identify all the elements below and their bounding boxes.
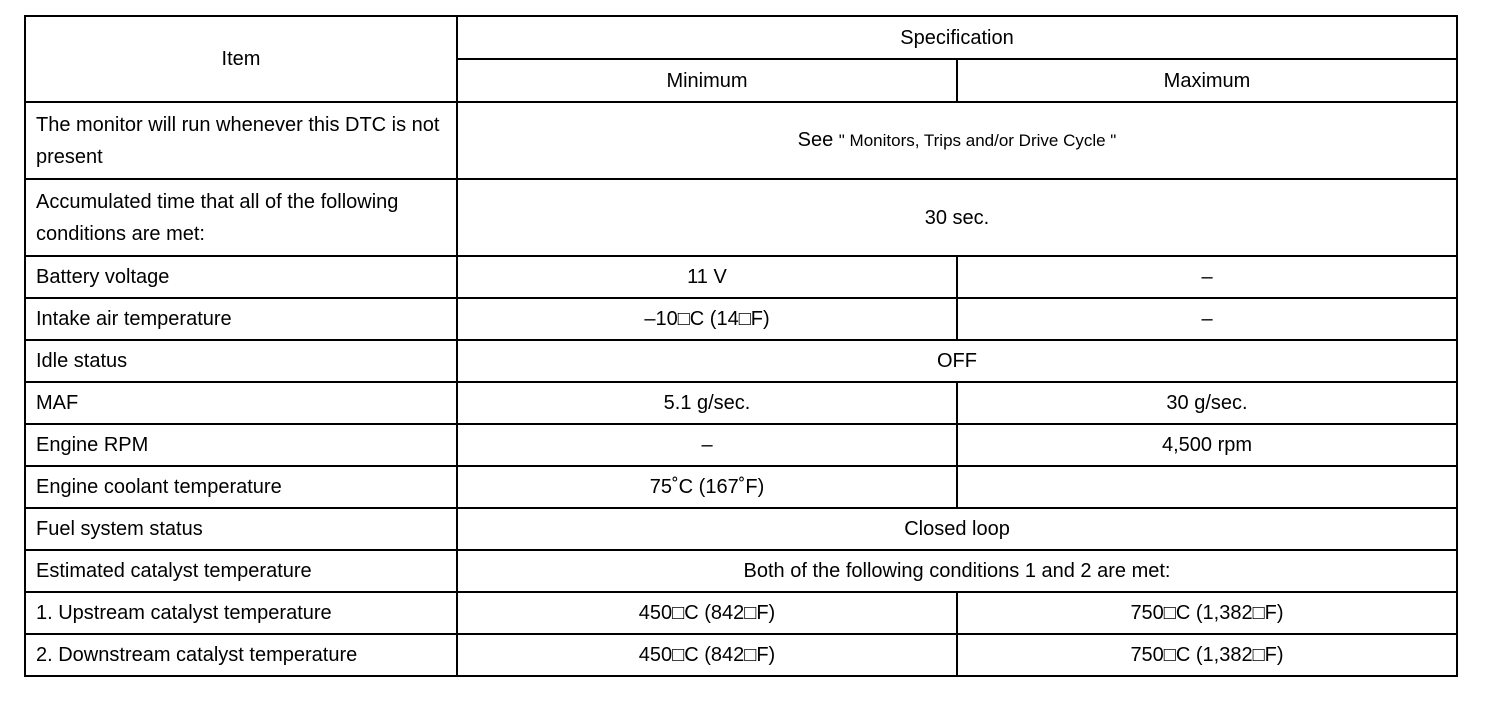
row-min: 11 V (457, 256, 957, 298)
row-item: 1. Upstream catalyst temperature (25, 592, 457, 634)
header-minimum: Minimum (457, 59, 957, 102)
row-min: –10□C (14□F) (457, 298, 957, 340)
row-spec-span (457, 102, 1457, 179)
row-item: Idle status (25, 340, 457, 382)
table-row (25, 466, 1457, 508)
row-max: 4,500 rpm (957, 424, 1457, 466)
row-spec-span: OFF (457, 340, 1457, 382)
row-spec-span: Closed loop (457, 508, 1457, 550)
row-item: Engine RPM (25, 424, 457, 466)
see-label: See (797, 129, 834, 151)
row-item: MAF (25, 382, 457, 424)
header-item: Item (25, 16, 457, 102)
table-row (25, 508, 1457, 550)
row-min: 450□C (842□F) (457, 592, 957, 634)
row-item: Fuel system status (25, 508, 457, 550)
row-min: – (457, 424, 957, 466)
row-max (957, 466, 1457, 508)
row-max: 750□C (1,382□F) (957, 592, 1457, 634)
row-spec-span: Both of the following conditions 1 and 2 are met: (457, 550, 1457, 592)
row-item: Battery voltage (25, 256, 457, 298)
table-row (25, 550, 1457, 592)
row-max: – (957, 298, 1457, 340)
header-row (25, 16, 1457, 59)
row-item: 2. Downstream catalyst temperature (25, 634, 457, 676)
table-row (25, 256, 1457, 298)
row-spec-span: 30 sec. (457, 179, 1457, 256)
row-item: Engine coolant temperature (25, 466, 457, 508)
specification-table (24, 15, 1458, 677)
row-min: 5.1 g/sec. (457, 382, 957, 424)
table-row (25, 340, 1457, 382)
row-max: – (957, 256, 1457, 298)
row-item: Estimated catalyst temperature (25, 550, 457, 592)
table-row (25, 634, 1457, 676)
table-row (25, 102, 1457, 179)
table-row (25, 298, 1457, 340)
row-max: 750□C (1,382□F) (957, 634, 1457, 676)
header-maximum: Maximum (957, 59, 1457, 102)
row-min: 75˚C (167˚F) (457, 466, 957, 508)
row-min: 450□C (842□F) (457, 634, 957, 676)
row-item: Intake air temperature (25, 298, 457, 340)
table-row (25, 592, 1457, 634)
header-specification: Specification (457, 16, 1457, 59)
see-reference: " Monitors, Trips and/or Drive Cycle " (838, 131, 1117, 150)
row-item: The monitor will run whenever this DTC is not present (25, 102, 457, 179)
table-row (25, 382, 1457, 424)
table-row (25, 424, 1457, 466)
row-item: Accumulated time that all of the following conditions are met: (25, 179, 457, 256)
row-max: 30 g/sec. (957, 382, 1457, 424)
table-row (25, 179, 1457, 256)
